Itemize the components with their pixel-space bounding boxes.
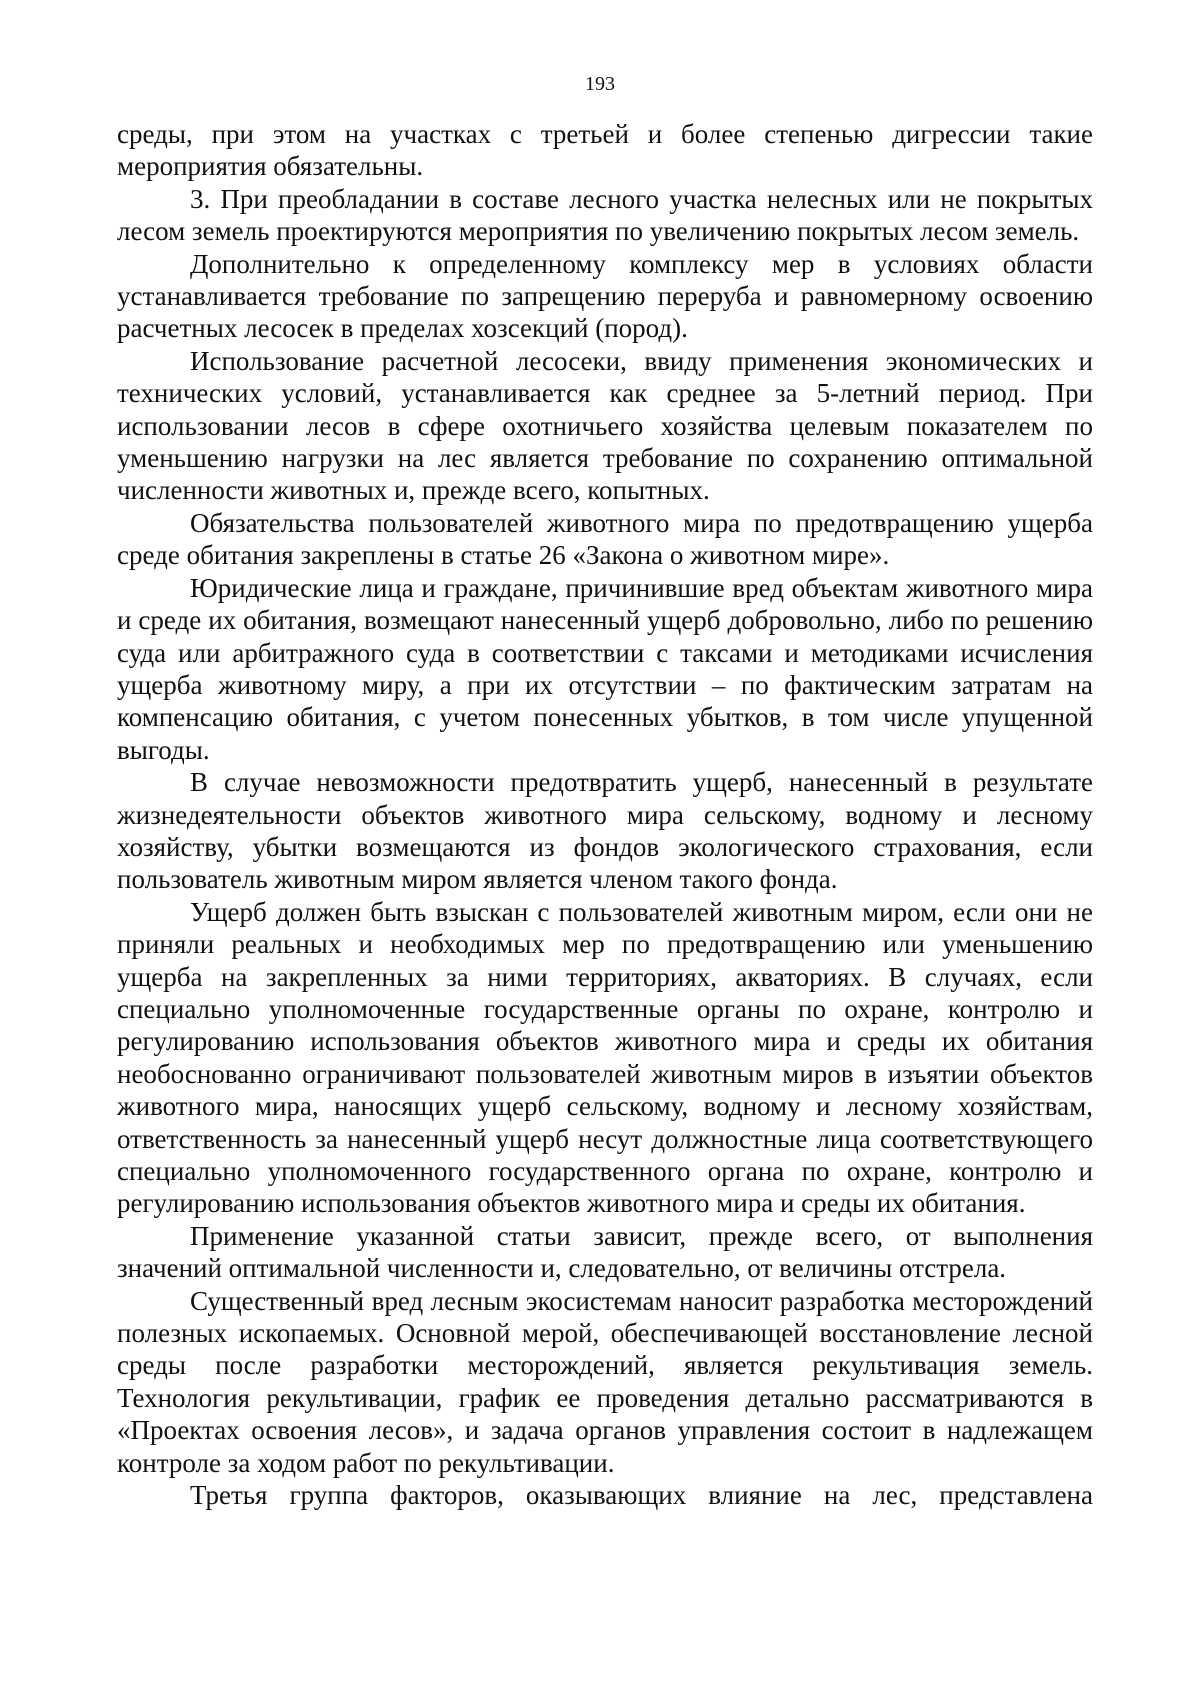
page-number: 193: [585, 73, 615, 95]
paragraph: Применение указанной статьи зависит, прежде всего, от выполнения значений оптимальной численности и, следовательно, от величины отстрела.: [117, 1220, 1093, 1284]
paragraph: Существенный вред лесным экосистемам наносит разработка месторождений полезных ископаемых. Основной мерой, обеспечивающей восстановление лесной среды после разработки месторождений, является рекультивация земель. Технология рекультивации, график ее проведения детально рассматриваются в «Проектах освоения лесов», и задача органов управления состоит в надлежащем контроле за ходом работ по рекультивации.: [117, 1285, 1093, 1478]
paragraph: 3. При преобладании в составе лесного участка нелесных или не покрытых лесом земель проектируются мероприятия по увеличению покрытых лесом земель.: [117, 183, 1093, 247]
paragraph: Обязательства пользователей животного мира по предотвращению ущерба среде обитания закреплены в статье 26 «Закона о животном мире».: [117, 507, 1093, 571]
paragraph: среды, при этом на участках с третьей и более степенью дигрессии такие мероприятия обязательны.: [117, 119, 1093, 182]
paragraph: Юридические лица и граждане, причинившие вред объектам животного мира и среде их обитания, возмещают нанесенный ущерб добровольно, либо по решению суда или арбитражного суда в соответствии с таксами и методиками исчисления ущерба животному миру, а при их отсутствии – по фактическим затратам на компенсацию обитания, с учетом понесенных убытков, в том числе упущенной выгоды.: [117, 572, 1093, 765]
paragraph: Ущерб должен быть взыскан с пользователей животным миром, если они не приняли реальных и необходимых мер по предотвращению или уменьшению ущерба на закрепленных за ними территориях, акваториях. В случаях, если специально уполномоченные государственные органы по охране, контролю и регулированию использования объектов животного мира и среды их обитания необоснованно ограничивают пользователей животным миров в изъятии объектов животного мира, наносящих ущерб сельскому, водному и лесному хозяйствам, ответственность за нанесенный ущерб несут должностные лица соответствующего специально уполномоченного государственного органа по охране, контролю и регулированию использования объектов животного мира и среды их обитания.: [117, 896, 1093, 1219]
paragraph: Использование расчетной лесосеки, ввиду применения экономических и технических условий, устанавливается как среднее за 5-летний период. При использовании лесов в сфере охотничьего хозяйства целевым показателем по уменьшению нагрузки на лес является требование по сохранению оптимальной численности животных и, прежде всего, копытных.: [117, 345, 1093, 506]
paragraph: В случае невозможности предотвратить ущерб, нанесенный в результате жизнедеятельности объектов животного мира сельскому, водному и лесному хозяйству, убытки возмещаются из фондов экологического страхования, если пользователь животным миром является членом такого фонда.: [117, 767, 1093, 895]
paragraph: Дополнительно к определенному комплексу мер в условиях области устанавливается требование по запрещению переруба и равномерному освоению расчетных лесосек в пределах хозсекций (пород).: [117, 248, 1093, 344]
body-text: [117, 118, 1093, 1511]
paragraph-last: Третья группа факторов, оказывающих влияние на лес, представлена: [190, 1480, 1093, 1511]
